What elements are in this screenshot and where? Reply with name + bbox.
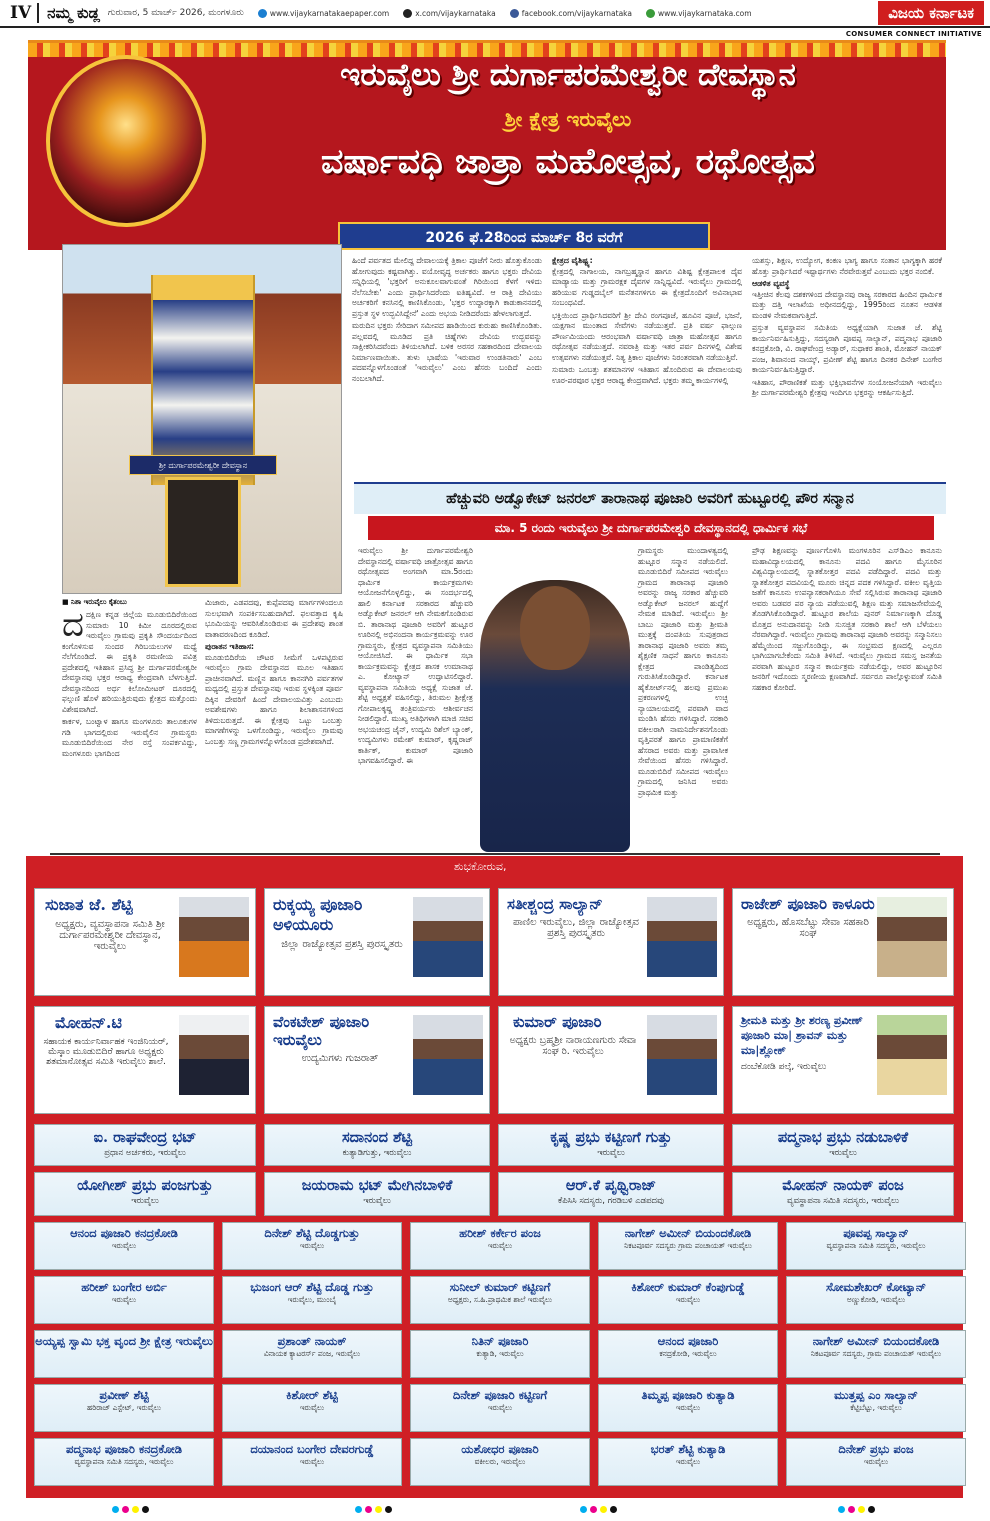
temple-signboard: ಶ್ರೀ ದುರ್ಗಾಪರಮೇಶ್ವರೀ ದೇವಸ್ಥಾನ <box>129 455 277 475</box>
greeting-card-featured: ವೆಂಕಟೇಶ್ ಪೂಜಾರಿ ಇರುವೈಲು ಉದ್ಯಮಿಗಳು ಗುಜರಾತ್ <box>264 1006 490 1114</box>
felicitation-column-3: ಪ್ರೌಢ ಶಿಕ್ಷಣವನ್ನು ಪೂರ್ಣಗೊಳಿಸಿ ಮಂಗಳೂರಿನ ಎಸ್‌ಡಿಎಂ ಕಾನೂನು ಮಹಾವಿದ್ಯಾಲಯದಲ್ಲಿ ಕಾನೂನು ಪದವಿ ಹಾಗೂ ಮೈಸೂರಿನ ವಿಶ್ವವಿದ್ಯಾಲಯದಲ್ಲಿ ಸ್ನಾತಕೋತ್ತರ ಪದವಿ ಪಡೆದಿದ್ದಾರೆ. ಪದವಿ ಮತ್ತು ಸ್ನಾತಕೋತ್ತರ ಪದವಿಯಲ್ಲಿ ಮೂರು ಚಿನ್ನದ ಪದಕ ಗಳಿಸಿದ್ದಾರೆ. ವಕೀಲ ವೃತ್ತಿಯ ಜತೆಗೆ ಕಾನೂನು ಉಪನ್ಯಾಸಕರಾಗಿಯೂ ಸೇವೆ ಸಲ್ಲಿಸಿರುವ ತಾರಾನಾಥ ಪೂಜಾರಿ ಅವರು ಬಡವರ ಪರ ನ್ಯಾಯ ಪಡೆಯುವಲ್ಲಿ ಶಿಕ್ಷಣ ಮತ್ತು ಸಮಾಜಸೇವೆಯಲ್ಲಿ ತೊಡಗಿಸಿಕೊಂಡಿದ್ದಾರೆ. ಹುಟ್ಟೂರ ಶಾಲೆಯ ಪುನರ್ ನಿರ್ಮಾಣಕ್ಕಾಗಿ ದೊಡ್ಡ ಮೊತ್ತದ ಅನುದಾನವನ್ನು ನೀಡಿ ಸುಸಜ್ಜಿತ ಸರಕಾರಿ ಶಾಲೆ ಆಗಿ ಬೆಳೆಯಲು ನೆರವಾಗಿದ್ದಾರೆ. ಇರುವೈಲು ಗ್ರಾಮವು ತಾರಾನಾಥ ಪೂಜಾರಿ ಅವರನ್ನು ಸನ್ಮಾನಿಸಲು ಹೆಮ್ಮೆಯಿಂದ ಸಜ್ಜುಗೊಂಡಿದ್ದು, ಈ ಸಂಭ್ರಮದ ಕ್ಷಣದಲ್ಲಿ ಎಲ್ಲರೂ ಭಾಗಿಯಾಗಬೇಕೆಂದು ಸಮಿತಿ ತಿಳಿಸಿದೆ. ಇರುವೈಲು ಗ್ರಾಮದ ಸಮಸ್ತ ಜನತೆಯ ಪರವಾಗಿ ಹುಟ್ಟೂರ ಸನ್ಮಾನ ಕಾರ್ಯಕ್ರಮ ನಡೆಯಲಿದ್ದು, ಅವರ ಹುಟ್ಟೂರಿನ ಜನರಿಗೆ ಇದೊಂದು ಸ್ಮರಣೀಯ ಕ್ಷಣವಾಗಿದೆ. ಸರ್ವರೂ ಪಾಲ್ಗೊಳ್ಳುವಂತೆ ಸಮಿತಿ ಸಹಕಾರ ಕೋರಿದೆ. <box>752 546 942 692</box>
greeting-card: ಪದ್ಮನಾಭ ಪ್ರಭು ನಡುಬಾಳಿಕೆ ಇರುವೈಲು <box>732 1124 954 1166</box>
facebook-icon <box>510 9 519 18</box>
greeting-card: ಆನಂದ ಪೂಜಾರಿ ಕನದ್ರಕೋಡಿ ಇರುವೈಲು <box>34 1222 214 1270</box>
temple-gopura <box>151 275 255 485</box>
registration-mark <box>838 1506 875 1513</box>
article-column-1: ದದಕ್ಷಿಣ ಕನ್ನಡ ಜಿಲ್ಲೆಯ ಮೂಡುಬಿದಿರೆಯಿಂದ ಸುಮಾರು 10 ಕಿಮೀ ದೂರದಲ್ಲಿರುವ ಇರುವೈಲು ಗ್ರಾಮವು ಪ್ರಕೃತಿ ಸೌಂದರ್ಯದಿಂದ ಕಂಗೊಳಿಸುವ ಸುಂದರ ಗಿರಿಬಯಲುಗಳ ಮಧ್ಯೆ ನೆಲೆಗೊಂಡಿದೆ. ಈ ಪ್ರಕೃತಿ ರಮಣೀಯ ಪವಿತ್ರ ಪ್ರದೇಶದಲ್ಲಿ ಇತಿಹಾಸ ಪ್ರಸಿದ್ಧ ಶ್ರೀ ದುರ್ಗಾಪರಮೇಶ್ವರೀ ದೇವಸ್ಥಾನವು ಭಕ್ತರ ಆರಾಧ್ಯ ಕೇಂದ್ರವಾಗಿ ಬೆಳಗುತ್ತಿದೆ. ದೇವಸ್ಥಾನದಿಂದ ಅರ್ಧ ಕಿಲೋಮೀಟರ್ ದೂರದಲ್ಲಿ ಫಲ್ಗುಣಿ ಹೊಳೆ ಹರಿಯುತ್ತಿರುವುದು ಕ್ಷೇತ್ರದ ಮತ್ತೊಂದು ವಿಶೇಷವಾಗಿದೆ. ಕಾರ್ಕಳ, ಬಂಟ್ವಾಳ ಹಾಗೂ ಮಂಗಳೂರು ತಾಲೂಕುಗಳ ಗಡಿ ಭಾಗದಲ್ಲಿರುವ ಇರುವೈಲಿನ ಗ್ರಾಮಸ್ಥರು ಮೂಡುಬಿದಿರೆಯಿಂದ ನೇರ ರಸ್ತೆ ಸಂಪರ್ಕವಿದ್ದು, ಮಂಗಳೂರು ಭಾಗದಿಂದ <box>62 605 197 758</box>
greeting-card: ದಿನೇಶ್ ಶೆಟ್ಟಿ ದೊಡ್ಡಗುತ್ತು ಇರುವೈಲು <box>222 1222 402 1270</box>
greeting-card: ಆರ್.ಕೆ ಪೃಥ್ವಿರಾಜ್ ಕೆಪಿಸಿಸಿ ಸದಸ್ಯರು, ಗರಡಿಬಳಿ ಎಡಪದವು <box>498 1172 724 1216</box>
sujatha-shetty-photo <box>179 897 249 977</box>
greeting-card: ಯೋಗೀಶ್ ಪ್ರಭು ಪಂಜಗುತ್ತು ಇರುವೈಲು <box>34 1172 256 1216</box>
greeting-card: ಅಯ್ಯಪ್ಪ ಸ್ವಾಮಿ ಭಕ್ತ ವೃಂದ ಶ್ರೀ ಕ್ಷೇತ್ರ ಇರುವೈಲು <box>34 1330 214 1378</box>
greeting-card-featured: ಕುಮಾರ್ ಪೂಜಾರಿ ಅಧ್ಯಕ್ಷರು ಬ್ರಹ್ಮಶ್ರೀ ನಾರಾಯಣಗುರು ಸೇವಾ ಸಂಘ ರಿ. ಇರುವೈಲು <box>498 1006 724 1114</box>
x-link[interactable]: x.com/vijaykarnataka <box>403 9 495 18</box>
felicitation-column-2: ಗ್ರಾಮಸ್ಥರು ಮುಂದಾಳತ್ವದಲ್ಲಿ ಹುಟ್ಟೂರ ಸನ್ಮಾನ ನಡೆಯಲಿದೆ. ಮೂಡುಬಿದಿರೆ ಸಮೀಪದ ಇರುವೈಲು ಗ್ರಾಮದ ತಾರಾನಾಥ ಪೂಜಾರಿ ಅವರನ್ನು ರಾಜ್ಯ ಸರಕಾರ ಹೆಚ್ಚುವರಿ ಅಡ್ವೊಕೇಟ್ ಜನರಲ್ ಹುದ್ದೆಗೆ ನೇಮಕ ಮಾಡಿದೆ. ಇರುವೈಲು ಶ್ರೀ ಬಾಬು ಪೂಜಾರಿ ಮತ್ತು ಶ್ರೀಮತಿ ಮುತ್ತಕ್ಕೆ ದಂಪತಿಯ ಸುಪುತ್ರರಾದ ತಾರಾನಾಥ ಪೂಜಾರಿ ಅವರು ತಮ್ಮ ಶೈಕ್ಷಣಿಕ ಸಾಧನೆ ಹಾಗೂ ಕಾನೂನು ಕ್ಷೇತ್ರದ ಪಾಂಡಿತ್ಯದಿಂದ ಗುರುತಿಸಿಕೊಂಡಿದ್ದಾರೆ. ಕರ್ನಾಟಕ ಹೈಕೋರ್ಟ್‌ನಲ್ಲಿ ಹಲವು ಪ್ರಮುಖ ಪ್ರಕರಣಗಳಲ್ಲಿ ಉಚ್ಛ ನ್ಯಾಯಾಲಯದಲ್ಲಿ ಪರವಾಗಿ ವಾದ ಮಂಡಿಸಿ ಹೆಸರು ಗಳಿಸಿದ್ದಾರೆ. ಸರಕಾರಿ ವಕೀಲರಾಗಿ ನಾಮನಿರ್ದೇಶನಗೊಂಡು ವೃತ್ತಿಪರತೆ ಹಾಗೂ ಪ್ರಾಮಾಣಿಕತೆಗೆ ಹೆಸರಾದ ಅವರು ಮತ್ತು ಪ್ರಾವಾಸೀಕ ಸೇವೆಯಿಂದ ಹೆಸರು ಗಳಿಸಿದ್ದಾರೆ. ಮೂಡುಬಿದಿರೆ ಸಮೀಪದ ಇರುವೈಲು ಗ್ರಾಮದಲ್ಲಿ ಜನಿಸಿದ ಅವರು ಪ್ರಾಥಮಿಕ ಮತ್ತು <box>638 546 728 797</box>
registration-mark <box>580 1506 617 1513</box>
greeting-card: ತಿಮ್ಮಪ್ಪ ಪೂಜಾರಿ ಕುತ್ಯಾಡಿ ಇರುವೈಲು <box>598 1384 778 1432</box>
venkatesh-pujary-photo <box>413 1015 483 1095</box>
festival-banner <box>28 40 946 250</box>
greeting-card: ದಿನೇಶ್ ಪೂಜಾರಿ ಕಟ್ಟಿಣಗೆ ಇರುವೈಲು <box>410 1384 590 1432</box>
page-number: IV <box>0 3 39 23</box>
greeting-card: ಜಯರಾಮ ಭಟ್ ಮೇಗಿನಬಾಳಿಕೆ ಇರುವೈಲು <box>264 1172 490 1216</box>
epaper-link[interactable]: www.vijaykarnatakaepaper.com <box>258 9 389 18</box>
section-title: ನಮ್ಮ ಕುಡ್ಲ <box>47 4 100 22</box>
festival-dates: 2026 ಫೆ.28ರಿಂದ ಮಾರ್ಚ್ 8ರ ವರೆಗೆ <box>338 222 710 250</box>
article-byline: ■ ನಿಶಾ ಇರುವೈಲು ಕೈತಂಬು <box>62 598 127 606</box>
satishchandra-salian-photo <box>647 897 717 977</box>
rukkayya-pujary-photo <box>413 897 483 977</box>
temple-photo <box>62 244 342 594</box>
article-column-5: ಯಶಸ್ಸು, ಶಿಕ್ಷಣ, ಉದ್ಯೋಗ, ಕಂಕಣ ಭಾಗ್ಯ ಹಾಗೂ ಸಂತಾನ ಭಾಗ್ಯಕ್ಕಾಗಿ ಹರಕೆ ಹೊತ್ತು ಪ್ರಾರ್ಥಿಸಿದರೆ ಇಷ್ಟಾರ್ಥಗಳು ನೆರವೇರುತ್ತವೆ ಎಂಬುದು ಭಕ್ತರ ನಂಬಿಕೆ. ಆಡಳಿತ ವ್ಯವಸ್ಥೆ ಇತ್ತೀಚಿನ ಕೆಲವು ದಶಕಗಳಿಂದ ದೇವಸ್ಥಾನವು ರಾಜ್ಯ ಸರಕಾರದ ಹಿಂದಿನ ಧಾರ್ಮಿಕ ಮತ್ತು ದತ್ತಿ ಇಲಾಖೆಯ ಅಧೀನದಲ್ಲಿದ್ದು, 1995ರಿಂದ ನೂತನ ಆಡಳಿತ ಮಂಡಳಿ ನೇಮಕವಾಗುತ್ತಿದೆ. ಪ್ರಸ್ತುತ ವ್ಯವಸ್ಥಾಪನ ಸಮಿತಿಯ ಅಧ್ಯಕ್ಷೆಯಾಗಿ ಸುಜಾತ ಜೆ. ಶೆಟ್ಟಿ ಕಾರ್ಯನಿರ್ವಹಿಸುತ್ತಿದ್ದು, ಸದಸ್ಯರಾಗಿ ಪೂವಪ್ಪ ಸಾಲ್ಯಾನ್, ಪದ್ಮನಾಭ ಪೂಜಾರಿ ಕನದ್ರಕೋಡಿ, ವಿ. ರಾಘವೇಂದ್ರ ಅಡ್ಯಾರ್, ಸುಧಾಕರ ಶಾಂತಿ, ಮೋಹನ್ ನಾಯಕ್ ಪಂಜ, ಶಿವಾನಂದ ನಾಯ್ಕ್, ಪ್ರವೀಣ್ ಶೆಟ್ಟಿ ಹಾಗೂ ದಿನಕರ ದಿನೇಶ್ ಬಂಗೇರ ಕಾರ್ಯನಿರ್ವಹಿಸುತ್ತಿದ್ದಾರೆ. ಇತಿಹಾಸ, ಪೌರಾಣಿಕತೆ ಮತ್ತು ಭಕ್ತಿಭಾವನೆಗಳ ಸಂಯೋಜನೆಯಾಗಿ ಇರುವೈಲು ಶ್ರೀ ದುರ್ಗಾಪರಮೇಶ್ವರಿ ಕ್ಷೇತ್ರವು ಇಂದಿಗೂ ಭಕ್ತರನ್ನು ಆಕರ್ಷಿಸುತ್ತಿದೆ. <box>752 256 942 397</box>
subheading-specialty: ಕ್ಷೇತ್ರದ ವೈಶಿಷ್ಟ್ಯ: <box>552 256 593 265</box>
greeting-card: ಪ್ರವೀಣ್ ಶೆಟ್ಟಿ ಹರಿರಾಜ್ ಎಸ್ಟೇಟ್, ಇರುವೈಲು <box>34 1384 214 1432</box>
newspaper-logo: ವಿಜಯ ಕರ್ನಾಟಕ <box>878 1 984 25</box>
greeting-card: ಐ. ರಾಘವೇಂದ್ರ ಭಟ್ ಪ್ರಧಾನ ಅರ್ಚಕರು, ಇರುವೈಲು <box>34 1124 256 1166</box>
greeting-card: ಹರೀಶ್ ಕರ್ಕೇರ ಪಂಜ ಇರುವೈಲು <box>410 1222 590 1270</box>
social-links <box>258 9 878 18</box>
article-column-3: ಹಿಂದೆ ಪರ್ವತದ ಮೇಲಿದ್ದ ದೇವಾಲಯಕ್ಕೆ ತ್ರಿಕಾಲ ಪೂಜೆಗೆ ನೀರು ಹೊತ್ತುಕೊಂಡು ಹೋಗುವುದು ಕಷ್ಟವಾಗಿತ್ತು. ವಯೋವೃದ್ಧ ಅರ್ಚಕರು ಹಾಗೂ ಭಕ್ತರು ದೇವಿಯ ಸನ್ನಿಧಿಯಲ್ಲಿ 'ಭಕ್ತರಿಗೆ ಅನುಕೂಲವಾಗುವಂತೆ ಗಿರಿಯಿಂದ ಕೆಳಗೆ ಇಳಿದು ನೆಲೆಸಬೇಕು' ಎಂದು ಪ್ರಾರ್ಥಿಸಿದರೆಂದು ಐತಿಹ್ಯವಿದೆ. ಆ ರಾತ್ರಿ ದೇವಿಯು ಅರ್ಚಕರಿಗೆ ಕನಸಿನಲ್ಲಿ ಕಾಣಿಸಿಕೊಂಡು, 'ಭಕ್ತರ ಉದ್ಧಾರಕ್ಕಾಗಿ ಕಾಡುಕಾನನದಲ್ಲಿ ಪ್ರಸ್ತುತ ಸ್ಥಳ ಉದ್ಭವಿಸಿದ್ದೇನೆ' ಎಂದು ಅಭಯ ನೀಡಿದರೆಂದು ಹೇಳಲಾಗುತ್ತದೆ. ಮರುದಿನ ಭಕ್ತರು ಸೇರಿದಾಗ ಸಮೀಪದ ಹಾಡಿಯಿಂದ ಕುರುಹು ಕಾಣಿಸಿಕೊಂಡಿತು. ಪಲ್ಲವದಲ್ಲಿ ಮೂಡಿದ ಪ್ರತಿ ಚಿಹ್ನೆಗಳು ದೇವಿಯ ಉದ್ಭವವನ್ನು ಸಾಕ್ಷೀಕರಿಸಿದವೆಂದು ತಿಳಿಯಲಾಗಿದೆ. ಬಳಿಕ ಅರಸರ ಸಹಕಾರದಿಂದ ದೇವಾಲಯ ನಿರ್ಮಾಣವಾಯಿತು. ತುಳು ಭಾಷೆಯ 'ಇರುವಾರ ಉಂಡತಿನಾರು' ಎಂಬ ಪದವನ್ನೊಳಗೊಂಡಂತೆ 'ಇರುವೈಲು' ಎಂಬ ಹೆಸರು ಬಂದಿದೆ ಎಂದು ನಂಬಲಾಗಿದೆ. <box>352 256 542 383</box>
greeting-card: ದಿನೇಶ್ ಪ್ರಭು ಪಂಜ ಇರುವೈಲು <box>786 1438 966 1486</box>
greeting-card-featured: ರಾಜೇಶ್ ಪೂಜಾರಿ ಕಾಳೂರು ಅಧ್ಯಕ್ಷರು, ಹೊಸಬೆಟ್ಟು ಸೇವಾ ಸಹಕಾರಿ ಸಂಘ <box>732 888 954 996</box>
garland-decoration <box>28 43 946 57</box>
temple-entrance <box>165 477 241 587</box>
greeting-card: ಕಿಶೋರ್ ಕುಮಾರ್ ಕೆಂಪುಗುಡ್ಡೆ ಇರುವೈಲು <box>598 1276 778 1324</box>
edition-date: ಗುರುವಾರ, 5 ಮಾರ್ಚ್ 2026, ಮಂಗಳೂರು <box>107 8 244 18</box>
subheading-administration: ಆಡಳಿತ ವ್ಯವಸ್ಥೆ <box>752 279 790 288</box>
registration-mark <box>112 1506 149 1513</box>
kumar-pujary-photo <box>647 1015 717 1095</box>
greeting-card: ಸುನೀಲ್ ಕುಮಾರ್ ಕಟ್ಟಿಣಗೆ ಅಧ್ಯಕ್ಷರು, ಸ.ಹಿ.ಪ್ರಾಥಮಿಕ ಶಾಲೆ ಇರುವೈಲು <box>410 1276 590 1324</box>
greeting-card: ಕೃಷ್ಣ ಪ್ರಭು ಕಟ್ಟಿಣಗೆ ಗುತ್ತು ಇರುವೈಲು <box>498 1124 724 1166</box>
deity-photo <box>46 55 206 227</box>
greeting-card-featured: ಸುಜಾತ ಜೆ. ಶೆಟ್ಟಿ ಅಧ್ಯಕ್ಷರು, ವ್ಯವಸ್ಥಾಪನಾ ಸಮಿತಿ ಶ್ರೀ ದುರ್ಗಾಪರಮೇಶ್ವರೀ ದೇವಸ್ಥಾನ, ಇರುವೈಲು <box>34 888 256 996</box>
greeting-card: ಯಶೋಧರ ಪೂಜಾರಿ ವಕೀಲರು, ಇರುವೈಲು <box>410 1438 590 1486</box>
greeting-card: ಸೋಮಶೇಖರ್ ಕೋಟ್ಯಾನ್ ಅಣ್ಣುಕೋಡಿ, ಇರುವೈಲು <box>786 1276 966 1324</box>
family-photo <box>877 1015 947 1095</box>
greeting-card: ಆನಂದ ಪೂಜಾರಿ ಕನದ್ರಕೋಡಿ, ಇರುವೈಲು <box>598 1330 778 1378</box>
masthead-strip <box>0 0 990 28</box>
greeting-card: ನಾಗೇಶ್ ಅಮೀನ್ ಬಿಯಂದಕೋಡಿ ನಿಕಟಪೂರ್ವ ಸದಸ್ಯರು ಗ್ರಾಮ ಪಂಚಾಯತ್ ಇರುವೈಲು <box>598 1222 778 1270</box>
felicitation-column-1: ಇರುವೈಲು ಶ್ರೀ ದುರ್ಗಾಪರಮೇಶ್ವರಿ ದೇವಸ್ಥಾನದಲ್ಲಿ ವರ್ಷಾವಧಿ ಜಾತ್ರೋತ್ಸವ ಹಾಗೂ ರಥೋತ್ಸವದ ಅಂಗವಾಗಿ ಮಾ.5ರಂದು ಧಾರ್ಮಿಕ ಕಾರ್ಯಕ್ರಮಗಳು ಆಯೋಜನೆಗೊಳ್ಳಲಿದ್ದು, ಈ ಸಂದರ್ಭದಲ್ಲಿ ಹಾಲಿ ಕರ್ನಾಟಕ ಸರಕಾರದ ಹೆಚ್ಚುವರಿ ಅಡ್ವೊಕೇಟ್ ಜನರಲ್ ಆಗಿ ನೇಮಕಗೊಂಡಿರುವ ಬಿ. ತಾರಾನಾಥ ಪೂಜಾರಿ ಅವರಿಗೆ ಹುಟ್ಟೂರ ಊರಿನಲ್ಲಿ ಅಭಿನಂದನಾ ಕಾರ್ಯಕ್ರಮವನ್ನು ಊರ ಗ್ರಾಮಸ್ಥರು, ಕ್ಷೇತ್ರದ ವ್ಯವಸ್ಥಾಪನಾ ಸಮಿತಿಯು ಆಯೋಜಿಸಿದೆ. ಈ ಧಾರ್ಮಿಕ ಸಭಾ ಕಾರ್ಯಕ್ರಮವನ್ನು ಕ್ಷೇತ್ರದ ಶಾಸಕ ಉಮಾನಾಥ ಎ. ಕೋಟ್ಯಾನ್ ಉದ್ಘಾಟಿಸಲಿದ್ದಾರೆ. ವ್ಯವಸ್ಥಾಪನಾ ಸಮಿತಿಯ ಅಧ್ಯಕ್ಷೆ ಸುಜಾತ ಜೆ. ಶೆಟ್ಟಿ ಅಧ್ಯಕ್ಷತೆ ವಹಿಸಲಿದ್ದು, ತಿರುಮಲ ಶ್ರೀಕ್ಷೇತ್ರ ಗೋಪಾಲಕೃಷ್ಣ ತಂತ್ರಿವರ್ಯರು ಆಶೀರ್ವಚನ ನೀಡಲಿದ್ದಾರೆ. ಮುಖ್ಯ ಅತಿಥಿಗಳಾಗಿ ಮಾಜಿ ಸಚಿವ ಅಭಯಚಂದ್ರ ಜೈನ್, ಉದ್ಯಮಿ ರಿಶೆಲ್ ಬ್ಯಾಂಕ್, ಉದ್ಯಮಿಗಳು ರಮೇಶ್ ಕುಮಾರ್, ಕೃಷ್ಣರಾಜ್ ಕಾರ್ತಿಕ್, ಕುಮಾರ್ ಪೂಜಾರಿ ಭಾಗವಹಿಸಲಿದ್ದಾರೆ. ಈ <box>358 546 473 765</box>
rajesh-pujary-photo <box>877 897 947 977</box>
greeting-card: ಸದಾನಂದ ಶೆಟ್ಟಿ ಕುತ್ಯಾಡಿಗುತ್ತು, ಇರುವೈಲು <box>264 1124 490 1166</box>
initiative-tag: CONSUMER CONNECT INITIATIVE <box>845 30 982 38</box>
greeting-card: ಭರತ್ ಶೆಟ್ಟಿ ಕುತ್ಯಾಡಿ ಇರುವೈಲು <box>598 1438 778 1486</box>
temple-title: ಇರುವೈಲು ಶ್ರೀ ದುರ್ಗಾಪರಮೇಶ್ವರೀ ದೇವಸ್ಥಾನ <box>340 57 796 93</box>
temple-subtitle: ಶ್ರೀ ಕ್ಷೇತ್ರ ಇರುವೈಲು <box>504 107 632 131</box>
drop-cap: ದ <box>62 605 84 645</box>
greetings-panel <box>26 856 963 1498</box>
mohan-t-photo <box>179 1015 249 1095</box>
greeting-card: ಕಿಶೋರ್ ಶೆಟ್ಟಿ ಇರುವೈಲು <box>222 1384 402 1432</box>
greeting-card: ಭುಜಂಗ ಆರ್ ಶೆಟ್ಟಿ ದೊಡ್ಡ ಗುತ್ತು ಇರುವೈಲು, ಮುಂಬೈ <box>222 1276 402 1324</box>
greeting-card: ನಿತಿನ್ ಪೂಜಾರಿ ಕುತ್ಯಾಡಿ, ಇರುವೈಲು <box>410 1330 590 1378</box>
greeting-card: ಹರೀಶ್ ಬಂಗೇರ ಅರ್ಬಿ ಇರುವೈಲು <box>34 1276 214 1324</box>
felicitation-subhead: ಮಾ. 5 ರಂದು ಇರುವೈಲು ಶ್ರೀ ದುರ್ಗಾಪರಮೇಶ್ವರಿ ದೇವಸ್ಥಾನದಲ್ಲಿ ಧಾರ್ಮಿಕ ಸಭೆ <box>368 516 934 540</box>
greeting-card: ದಯಾನಂದ ಬಂಗೇರ ದೇವರಗುಡ್ಡೆ ಇರುವೈಲು <box>222 1438 402 1486</box>
registration-mark <box>355 1506 392 1513</box>
website-link[interactable]: www.vijaykarnataka.com <box>646 9 752 18</box>
greeting-card-featured: ರುಕ್ಕಯ್ಯ ಪೂಜಾರಿ ಅಳಿಯೂರು ಜಿಲ್ಲಾ ರಾಜ್ಯೋತ್ಸವ ಪ್ರಶಸ್ತಿ ಪುರಸ್ಕೃತರು <box>264 888 490 996</box>
print-registration-marks <box>0 1506 990 1516</box>
greeting-card: ಪೂವಪ್ಪ ಸಾಲ್ಯಾನ್ ವ್ಯವಸ್ಥಾಪನಾ ಸಮಿತಿ ಸದಸ್ಯರು, ಇರುವೈಲು <box>786 1222 966 1270</box>
greeting-card-featured: ಸತೀಶ್ಚಂದ್ರ ಸಾಲ್ಯಾನ್ ಪಾಣಿಲ ಇರುವೈಲು, ಜಿಲ್ಲಾ ರಾಜ್ಯೋತ್ಸವ ಪ್ರಶಸ್ತಿ ಪುರಸ್ಕೃತರು <box>498 888 724 996</box>
greeting-card: ಪದ್ಮನಾಭ ಪೂಜಾರಿ ಕನದ್ರಕೋಡಿ ವ್ಯವಸ್ಥಾಪನಾ ಸಮಿತಿ ಸದಸ್ಯರು, ಇರುವೈಲು <box>34 1438 214 1486</box>
greeting-card-featured: ಮೋಹನ್.ಟಿ ಸಹಾಯಕ ಕಾರ್ಯನಿರ್ವಾಹಕ ಇಂಜಿನಿಯರ್, ಮೆಸ್ಕಾಂ ಮೂಡುಬಿದಿರೆ ಹಾಗೂ ಅಧ್ಯಕ್ಷರು ಶತಮಾನೋತ್ಸವ ಸಮಿತಿ ಇರುವೈಲು ಶಾಲೆ. <box>34 1006 256 1114</box>
greeting-card: ಪ್ರಶಾಂತ್ ನಾಯಕ್ ವಿನಾಯಕ ಕ್ಯಾಟರರ್ಸ್ ಪಂಜ, ಇರುವೈಲು <box>222 1330 402 1378</box>
web-icon <box>646 9 655 18</box>
article-column-2: ಮಿಜಾರು, ಎಡಪದವು, ಕುಪ್ಪೆಪದವು ಮಾರ್ಗಗಳಿಂದಲೂ ಸುಲಭವಾಗಿ ಸಂಪರ್ಕಿಸಬಹುದಾಗಿದೆ. ಫಲವತ್ತಾದ ಕೃಷಿ ಭೂಮಿಯನ್ನು ಆವರಿಸಿಕೊಂಡಿರುವ ಈ ಪ್ರದೇಶವು ಶಾಂತ ವಾತಾವರಣದಿಂದ ಕೂಡಿದೆ. ಪುರಾತನ ಇತಿಹಾಸ: ಮೂಡುಬಿದಿರೆಯ ಚೌಟರ ಸೀಮೆಗೆ ಒಳಪಟ್ಟಿರುವ ಇರುವೈಲು ಗ್ರಾಮ ದೇವಸ್ಥಾನದ ಮೂಲ ಇತಿಹಾಸ ಪ್ರಾಚೀನವಾಗಿದೆ. ಮಣ್ಣಿನ ಹಾಗೂ ಕಾನನಗಿರಿ ಪರ್ವತಗಳ ಮಧ್ಯದಲ್ಲಿ ಪ್ರಸ್ತುತ ದೇವಸ್ಥಾನವು ಇರುವ ಸ್ಥಳಕ್ಕಿಂತ ಪೂರ್ವ ದಿಕ್ಕಿನ ದೇವರಿಗೆ ಹಿಂದೆ ದೇವಾಲಯವಿತ್ತು ಎಂಬುದು ಅವಶೇಷಗಳು ಹಾಗೂ ಶಿಲಾಶಾಸನಗಳಿಂದ ತಿಳಿದುಬರುತ್ತದೆ. ಈ ಕ್ಷೇತ್ರವು ಒಟ್ಟು ಒಂಬತ್ತು ಮಾಗಣೆಗಳನ್ನು ಒಳಗೊಂಡಿದ್ದು, ಇರುವೈಲು ಗ್ರಾಮವು ಒಂಬತ್ತು ಸಣ್ಣ ಗ್ರಾಮಗಳನ್ನೊಳಗೊಂಡ ಪ್ರದೇಶವಾಗಿದೆ. <box>205 598 343 746</box>
greeting-card: ಮೋಹನ್ ನಾಯಕ್ ಪಂಜ ವ್ಯವಸ್ಥಾಪನಾ ಸಮಿತಿ ಸದಸ್ಯರು, ಇರುವೈಲು <box>732 1172 954 1216</box>
subheading-history: ಪುರಾತನ ಇತಿಹಾಸ: <box>205 642 255 651</box>
section-divider <box>50 853 940 855</box>
x-icon <box>403 9 412 18</box>
globe-icon <box>258 9 267 18</box>
facebook-link[interactable]: facebook.com/vijaykarnataka <box>510 9 632 18</box>
greeting-card-featured: ಶ್ರೀಮತಿ ಮತ್ತು ಶ್ರೀ ಶರಣ್ಯ ಪ್ರವೀಣ್ ಪೂಜಾರಿ ಮಾ| ಶ್ರಾವನ್ ಮತ್ತು ಮಾ|ಶ್ಲೋಕ್ ದಂಬೆಕೋಡಿ ಪಲ್ಕೆ, ಇರುವೈಲು <box>732 1006 954 1114</box>
festival-title: ವರ್ಷಾವಧಿ ಜಾತ್ರಾ ಮಹೋತ್ಸವ, ರಥೋತ್ಸವ <box>321 141 815 182</box>
felicitation-headline: ಹೆಚ್ಚುವರಿ ಅಡ್ವೊಕೇಟ್ ಜನರಲ್ ತಾರಾನಾಥ ಪೂಜಾರಿ ಅವರಿಗೆ ಹುಟ್ಟೂರಲ್ಲಿ ಪೌರ ಸನ್ಮಾನ <box>354 482 946 514</box>
greetings-title: ಶುಭಕೋರುವ, <box>454 860 507 873</box>
article-column-4: ಕ್ಷೇತ್ರದ ವೈಶಿಷ್ಟ್ಯ: ಕ್ಷೇತ್ರದಲ್ಲಿ ನಾಗಾಲಯ, ನಾಗಬ್ರಹ್ಮಸ್ಥಾನ ಹಾಗೂ ವಿಶಿಷ್ಟ ಕ್ಷೇತ್ರಪಾಲಕ ದೈವ ಮಾಡ್ಯಾಯ ಮತ್ತು ಗ್ರಾಮರಕ್ಷಕ ದೈವಗಳ ಸಾನ್ನಿಧ್ಯವಿದೆ. ಇರುವೈಲು ಗ್ರಾಮದಲ್ಲಿ ಹರಿಯುವ ಗುಡ್ಡದಬೈಲ್ ಮನೆತನಗಳಿಗೂ ಈ ಕ್ಷೇತ್ರದೊಂದಿಗೆ ಅವಿನಾಭಾವ ಸಂಬಂಧವಿದೆ. ಭಕ್ತಿಯಿಂದ ಪ್ರಾರ್ಥಿಸಿದವರಿಗೆ ಶ್ರೀ ದೇವಿ ರಂಗಪೂಜೆ, ಹೂವಿನ ಪೂಜೆ, ಭಜನೆ, ಯಕ್ಷಗಾನ ಮುಂತಾದ ಸೇವೆಗಳು ನಡೆಯುತ್ತವೆ. ಪ್ರತಿ ವರ್ಷ ಫಾಲ್ಗುಣ ಪೌರ್ಣಮಿಯಂದು ಆರಂಭವಾಗಿ ವರ್ಷಾವಧಿ ಜಾತ್ರಾ ಮಹೋತ್ಸವ ಹಾಗೂ ರಥೋತ್ಸವ ನಡೆಯುತ್ತದೆ. ನವರಾತ್ರಿ ಮತ್ತು ಇತರ ಪರ್ವ ದಿನಗಳಲ್ಲಿ ವಿಶೇಷ ಉತ್ಸವಗಳು ನಡೆಯುತ್ತವೆ. ನಿತ್ಯ ತ್ರಿಕಾಲ ಪೂಜೆಗಳು ನಿರಂತರವಾಗಿ ನಡೆಯುತ್ತಿವೆ. ಸುಮಾರು ಒಂಬತ್ತು ಶತಮಾನಗಳ ಇತಿಹಾಸ ಹೊಂದಿರುವ ಈ ದೇವಾಲಯವು ಊರ-ಪರವೂರ ಭಕ್ತರ ಆರಾಧ್ಯ ಕೇಂದ್ರವಾಗಿದೆ. ಭಕ್ತರು ತಮ್ಮ ಕಾರ್ಯಗಳಲ್ಲಿ <box>552 256 742 385</box>
greeting-card: ನಾಗೇಶ್ ಅಮೀನ್ ಬಿಯಂದಕೋಡಿ ನಿಕಟಪೂರ್ವ ಸದಸ್ಯರು, ಗ್ರಾಮ ಪಂಚಾಯತ್ ಇರುವೈಲು <box>786 1330 966 1378</box>
greeting-card: ಮುತ್ತಪ್ಪ ಎಂ ಸಾಲ್ಯಾನ್ ಕೆಟ್ಟಿಬೆಟ್ಟು, ಇರುವೈಲು <box>786 1384 966 1432</box>
